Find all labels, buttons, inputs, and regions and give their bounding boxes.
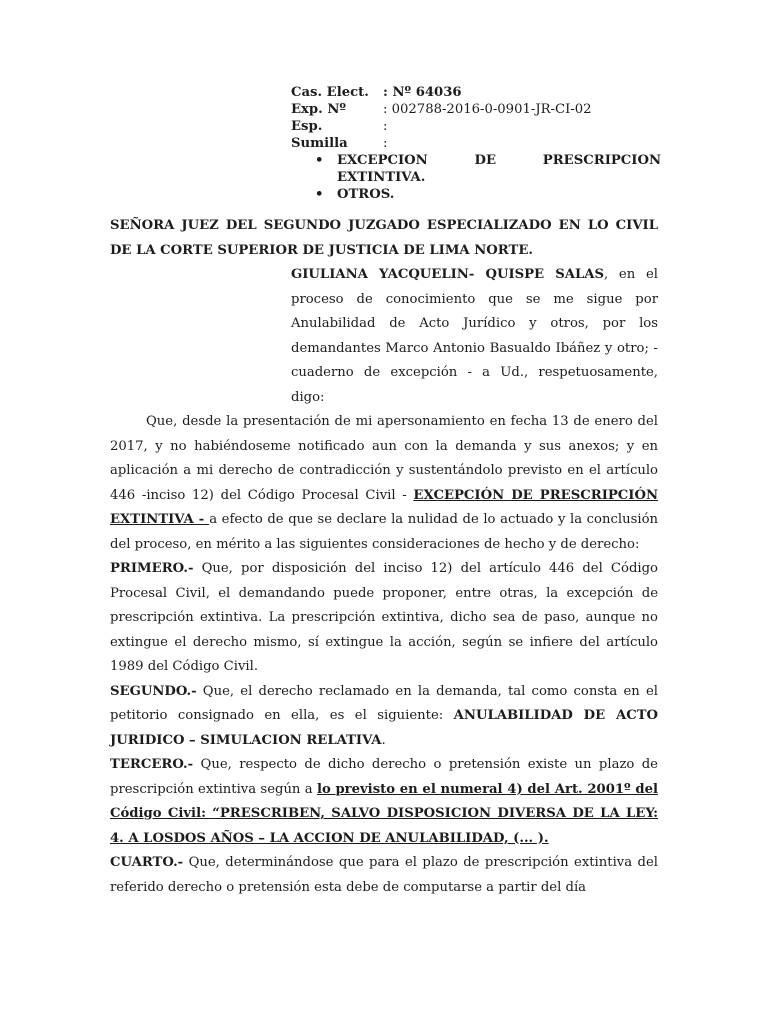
sumilla-item-cont: EXTINTIVA. bbox=[337, 170, 426, 185]
case-header bbox=[291, 84, 661, 203]
para-underline: lo previsto en el numeral 4) del Art. 2001º del Código Civil: “PRESCRIBEN, SALVO DISPOSICION DIVERSA DE LA LEY: 4. A LOSDOS AÑOS – LA ACCION DE ANULABILIDAD, (... ). bbox=[110, 781, 658, 846]
intro-paragraph bbox=[291, 263, 658, 410]
paragraph-cuarto bbox=[110, 851, 658, 900]
sumilla-item: • OTROS. bbox=[337, 186, 661, 203]
header-row-case bbox=[291, 84, 661, 101]
header-value: : bbox=[383, 119, 388, 134]
para-text: Que, desde la presentación de mi apersonamiento en fecha 13 de enero del 2017, y no habiéndoseme notificado aun con la demanda y sus anexos; y en aplicación a mi derecho de contradicción y sustentándolo previsto en el artículo 446 -inciso 12) del Código Procesal Civil - bbox=[110, 414, 658, 503]
section-label: SEGUNDO.- bbox=[110, 683, 197, 699]
header-row-sumilla bbox=[291, 135, 661, 152]
sumilla-word: • EXCEPCION bbox=[337, 153, 428, 168]
header-label: Esp. bbox=[291, 119, 323, 134]
section-label: CUARTO.- bbox=[110, 855, 184, 870]
sumilla-item bbox=[337, 152, 661, 186]
para-text: . bbox=[381, 732, 386, 748]
header-label: Sumilla bbox=[291, 136, 348, 151]
para-text: Que, determinándose que para el plazo de prescripción extintiva del referido derecho o pretensión esta debe de computarse a partir del día bbox=[110, 855, 658, 895]
sumilla-item-line bbox=[337, 152, 661, 169]
header-label: Exp. Nº bbox=[291, 102, 346, 117]
para-text: Que, por disposición del inciso 12) del artículo 446 del Código Procesal Civil, el demandando puede proponer, entre otras, la excepción de prescripción extintiva. La prescripción extintiva, dicho sea de paso, aunque no extingue el derecho mismo, sí extingue la acción, según se infiere del artículo 1989 del Código Civil. bbox=[110, 561, 658, 674]
para-underline: EXCEPCIÓN DE PRESCRIPCIÓN EXTINTIVA - bbox=[110, 487, 659, 527]
header-value: : bbox=[383, 136, 388, 151]
header-label: Cas. Elect. bbox=[291, 85, 369, 100]
header-value: : Nº 64036 bbox=[383, 85, 462, 100]
section-label: PRIMERO.- bbox=[110, 561, 194, 576]
paragraph-primero bbox=[110, 557, 658, 680]
sumilla-word: DE bbox=[474, 153, 497, 168]
section-label: TERCERO.- bbox=[110, 757, 194, 772]
paragraph-tercero bbox=[110, 753, 658, 851]
para-bold: ANULABILIDAD DE ACTO JURIDICO – SIMULACION RELATIVA bbox=[110, 708, 658, 748]
para-text: a efecto de que se declare la nulidad de lo actuado y la conclusión del proceso, en mérito a las siguientes consideraciones de hecho y de derecho: bbox=[110, 512, 658, 552]
sumilla-word: PRESCRIPCION bbox=[542, 153, 661, 168]
para-text: Que, respecto de dicho derecho o pretensión existe un plazo de prescripción extintiva según a bbox=[110, 757, 658, 797]
header-value: : 002788-2016-0-0901-JR-CI-02 bbox=[383, 102, 592, 117]
sumilla-list bbox=[291, 152, 661, 203]
document-body bbox=[110, 214, 658, 900]
party-name: GIULIANA YACQUELIN- QUISPE SALAS bbox=[291, 267, 605, 282]
court-address: SEÑORA JUEZ DEL SEGUNDO JUZGADO ESPECIALIZADO EN LO CIVIL DE LA CORTE SUPERIOR DE JUSTICIA DE LIMA NORTE. bbox=[110, 218, 658, 258]
intro-text: , en el proceso de conocimiento que se me sigue por Anulabilidad de Acto Jurídico y otros, por los demandantes Marco Antonio Basualdo Ibáñez y otro; - cuaderno de excepción - a Ud., respetuosamente, digo: bbox=[291, 267, 658, 405]
paragraph-segundo bbox=[110, 680, 658, 754]
para-text: Que, el derecho reclamado en la demanda, tal como consta en el petitorio consignado en ella, es el siguiente: bbox=[110, 683, 658, 723]
paragraph-que bbox=[110, 410, 658, 557]
header-row-exp bbox=[291, 101, 661, 118]
header-row-esp bbox=[291, 118, 661, 135]
